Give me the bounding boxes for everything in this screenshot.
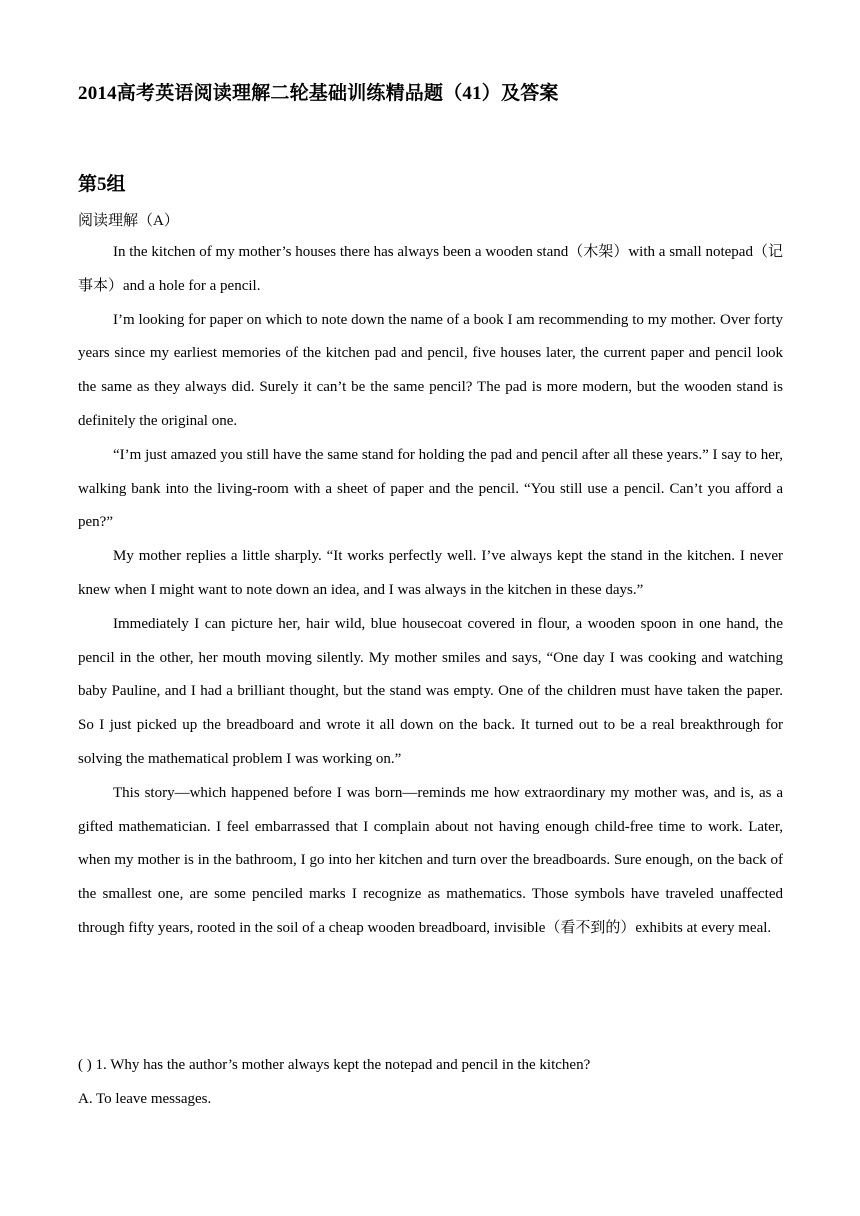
passage-paragraph: I’m looking for paper on which to note down the name of a book I am recommending to my mother. Over forty years since my earliest memories of the kitchen pad and pencil, five houses later, the current paper and pencil look the same as they always did. Surely it can’t be the same pencil? The pad is more modern, but the wooden stand is definitely the original one. — [78, 311, 783, 429]
passage-paragraph: “I’m just amazed you still have the same stand for holding the pad and pencil after all these years.” I say to her, walking bank into the living-room with a sheet of paper and the pencil. “You still use a pencil. Can’t you afford a pen?” — [78, 446, 783, 531]
question-line — [78, 1049, 783, 1083]
passage-paragraph: Immediately I can picture her, hair wild, blue housecoat covered in flour, a wooden spoon in one hand, the pencil in the other, her mouth moving silently. My mother smiles and says, “One day I was cooking and watching baby Pauline, and I had a brilliant thought, but the stand was empty. One of the children must have taken the paper. So I just picked up the breadboard and wrote it all down on the back. It turned out to be a real breakthrough for solving the mathematical problem I was working on.” — [78, 615, 783, 767]
section-label: 阅读理解（A） — [78, 213, 179, 229]
reading-passage — [78, 236, 783, 946]
question-block — [78, 1049, 783, 1117]
question-text: 1. Why has the author’s mother always kept the notepad and pencil in the kitchen? — [95, 1057, 591, 1073]
passage-paragraph: This story—which happened before I was born—reminds me how extraordinary my mother was, and is, as a gifted mathematician. I feel embarrassed that I complain about not having enough child-free time to work. Later, when my mother is in the bathroom, I go into her kitchen and turn over the breadboards. Sure enough, on the back of the smallest one, are some penciled marks I recognize as mathematics. Those symbols have traveled unaffected through fifty years, rooted in the soil of a cheap wooden breadboard, invisible（看不到的）exhibits at every meal. — [78, 784, 783, 936]
answer-blank: ( ) — [78, 1057, 92, 1073]
document-title: 2014高考英语阅读理解二轮基础训练精品题（41）及答案 — [78, 83, 559, 104]
group-heading: 第5组 — [78, 174, 126, 195]
passage-paragraph: In the kitchen of my mother’s houses there has always been a wooden stand（木架）with a small notepad（记事本）and a hole for a pencil. — [78, 244, 783, 294]
passage-paragraph: My mother replies a little sharply. “It works perfectly well. I’ve always kept the stand in the kitchen. I never knew when I might want to note down an idea, and I was always in the kitchen in these days.” — [78, 548, 783, 598]
question-option: A. To leave messages. — [78, 1090, 212, 1107]
